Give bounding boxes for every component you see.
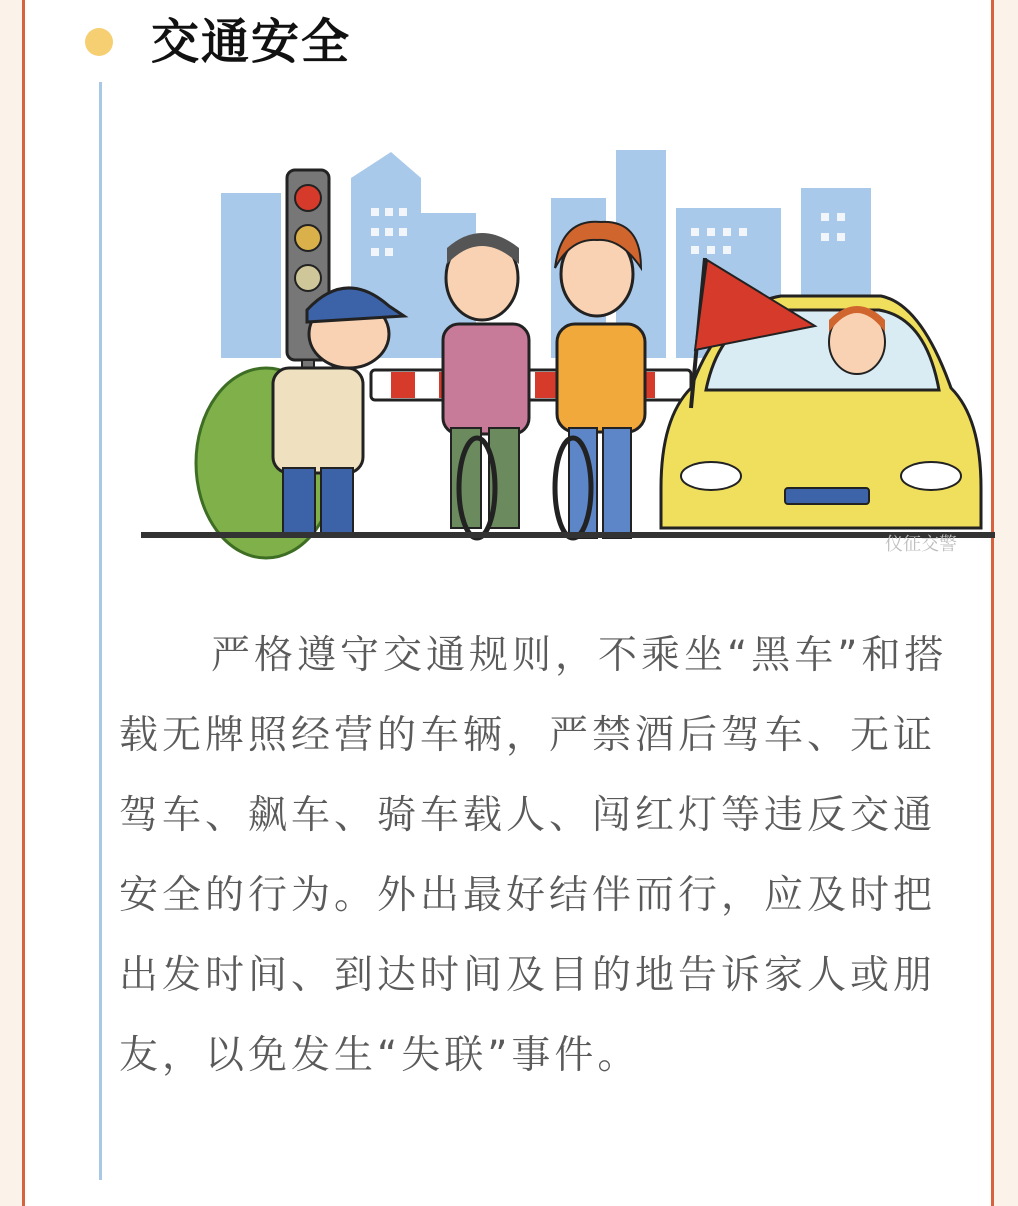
- cyclist-man: [443, 233, 529, 538]
- traffic-safety-illustration: [121, 88, 995, 584]
- body-paragraph: 严格遵守交通规则，不乘坐“黑车”和搭载无牌照经营的车辆，严禁酒后驾车、无证驾车、飙车、骑车载人、闯红灯等违反交通安全的行为。外出最好结伴而行，应及时把出发时间、到达时间及目的地告诉家人或朋友，以免发生“失联”事件。: [119, 633, 948, 1078]
- bullet-dot-icon: [85, 28, 113, 56]
- road-line: [141, 532, 995, 538]
- article-card: [22, 0, 994, 1206]
- section-title: 交通安全: [151, 14, 352, 70]
- cyclist-woman: [555, 222, 645, 538]
- accent-vertical-line: [99, 82, 102, 1180]
- watermark-text: 仪征交警: [885, 534, 957, 555]
